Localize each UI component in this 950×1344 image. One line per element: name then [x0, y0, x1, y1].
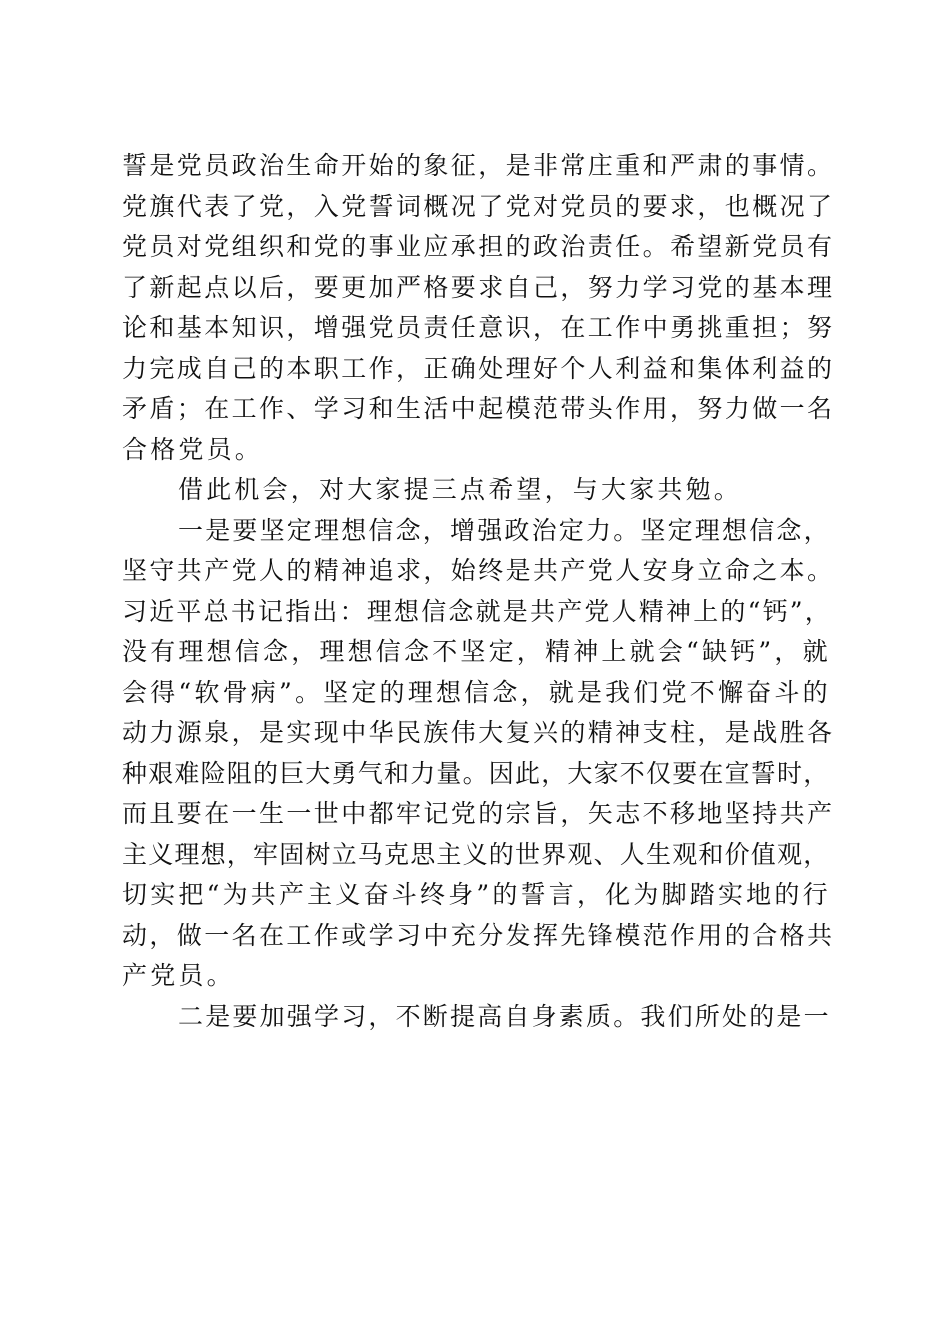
text-line: 动，做一名在工作或学习中充分发挥先锋模范作用的合格共 — [122, 920, 835, 950]
text-line: 合格党员。 — [122, 434, 264, 464]
text-line: 主义理想，牢固树立马克思主义的世界观、人生观和价值观， — [122, 839, 830, 869]
text-line: 论和基本知识，增强党员责任意识，在工作中勇挑重担；努 — [122, 313, 835, 342]
text-line: 党员对党组织和党的事业应承担的政治责任。希望新党员有 — [122, 232, 835, 261]
paragraph-hope-one-ideals — [122, 511, 834, 997]
text-line: 会得“软骨病”。坚定的理想信念，就是我们党不懈奋斗的 — [122, 677, 831, 707]
text-line: 誓是党员政治生命开始的象征，是非常庄重和严肃的事情。 — [122, 151, 835, 180]
text-line: 种艰难险阻的巨大勇气和力量。因此，大家不仅要在宣誓时， — [122, 758, 830, 788]
text-line: 力完成自己的本职工作，正确处理好个人利益和集体利益的 — [122, 353, 835, 383]
text-line: 而且要在一生一世中都牢记党的宗旨，矢志不移地坚持共产 — [122, 799, 835, 828]
text-line: 借此机会，对大家提三点希望，与大家共勉。 — [178, 475, 743, 504]
text-line: 二是要加强学习，不断提高自身素质。我们所处的是一 — [178, 1001, 831, 1031]
paragraph-hope-two-study — [122, 997, 834, 1038]
document-body — [122, 146, 834, 1037]
text-line: 切实把“为共产主义奋斗终身”的誓言，化为脚踏实地的行 — [122, 880, 831, 909]
text-line: 矛盾；在工作、学习和生活中起模范带头作用，努力做一名 — [122, 394, 835, 423]
paragraph-three-hopes-intro — [122, 470, 834, 511]
text-line: 没有理想信念，理想信念不坚定，精神上就会“缺钙”，就 — [122, 637, 831, 666]
text-line: 了新起点以后，要更加严格要求自己，努力学习党的基本理 — [122, 272, 835, 302]
text-line: 坚守共产党人的精神追求，始终是共产党人安身立命之本。 — [122, 556, 835, 585]
text-line: 产党员。 — [122, 961, 235, 990]
text-line: 党旗代表了党，入党誓词概况了党对党员的要求，也概况了 — [122, 191, 835, 221]
text-line: 习近平总书记指出：理想信念就是共产党人精神上的“钙”， — [122, 596, 832, 626]
paragraph-oath-significance — [122, 146, 834, 470]
text-line: 一是要坚定理想信念，增强政治定力。坚定理想信念， — [178, 515, 831, 545]
text-line: 动力源泉，是实现中华民族伟大复兴的精神支柱，是战胜各 — [122, 718, 835, 747]
